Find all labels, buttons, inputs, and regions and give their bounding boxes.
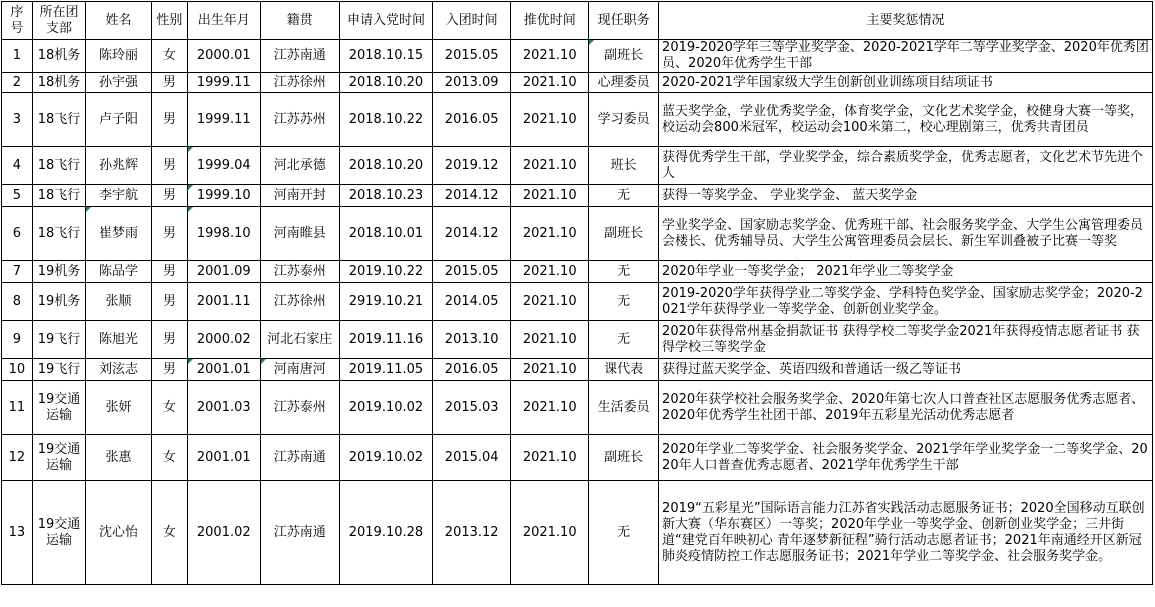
cell-sex: 女 (151, 381, 187, 435)
cell-native-place: 河北石家庄 (260, 321, 339, 359)
table-row (2, 40, 1153, 73)
cell-recommend-date: 2021.10 (511, 381, 589, 435)
cell-native-place: 河南睢县 (260, 207, 339, 261)
cell-birth: 2001.11 (187, 283, 260, 321)
cell-awards: 2019“五彩星光”国际语言能力江苏省实践活动志愿服务证书；2020全国移动互联创新大赛（华东赛区）一等奖；2020年学业一等奖学金、创新创业奖学金；三井街道“建党百年映初心 青年逐梦新征程”骑行活动志愿者证书；2021年南通经开区新冠肺炎疫情防控工作志愿服务证书；2021年学业二等奖学金、社会服务奖学金。 (659, 481, 1153, 585)
cell-name: 李宇航 (86, 185, 152, 207)
cell-join-date: 2014.12 (433, 185, 511, 207)
header-name: 姓名 (86, 2, 152, 40)
cell-no: 6 (2, 207, 33, 261)
header-apply-date: 申请入党时间 (339, 2, 432, 40)
cell-join-date: 2013.12 (433, 481, 511, 585)
cell-recommend-date: 2021.10 (511, 185, 589, 207)
cell-awards: 2019-2020学年三等学业奖学金、2020-2021学年二等学业奖学金、2020年优秀团员、2020年优秀学生干部 (659, 40, 1153, 73)
cell-no: 9 (2, 321, 33, 359)
cell-recommend-date: 2021.10 (511, 481, 589, 585)
cell-branch: 19交通运输 (32, 481, 85, 585)
cell-branch: 18飞行 (32, 207, 85, 261)
cell-native-place: 江苏苏州 (260, 93, 339, 147)
cell-native-place: 河南唐河 (260, 359, 339, 381)
cell-join-date: 2019.12 (433, 147, 511, 185)
cell-apply-date: 2019.10.02 (339, 435, 432, 481)
table-row (2, 359, 1153, 381)
cell-name: 陈旭光 (86, 321, 152, 359)
cell-join-date: 2016.05 (433, 93, 511, 147)
cell-no: 11 (2, 381, 33, 435)
cell-sex: 男 (151, 73, 187, 93)
cell-no: 2 (2, 73, 33, 93)
header-position: 现任职务 (589, 2, 659, 40)
cell-no: 1 (2, 40, 33, 73)
cell-awards: 2020-2021学年国家级大学生创新创业训练项目结项证书 (659, 73, 1153, 93)
cell-position: 生活委员 (589, 381, 659, 435)
cell-birth: 1999.04 (187, 147, 260, 185)
header-recommend-date: 推优时间 (511, 2, 589, 40)
cell-branch: 19飞行 (32, 321, 85, 359)
cell-birth: 2000.01 (187, 40, 260, 73)
cell-join-date: 2014.05 (433, 283, 511, 321)
cell-recommend-date: 2021.10 (511, 73, 589, 93)
cell-position: 无 (589, 283, 659, 321)
cell-native-place: 江苏南通 (260, 40, 339, 73)
cell-apply-date: 2019.10.22 (339, 261, 432, 283)
cell-position: 无 (589, 261, 659, 283)
cell-recommend-date: 2021.10 (511, 147, 589, 185)
cell-native-place: 江苏泰州 (260, 381, 339, 435)
header-sex: 性别 (151, 2, 187, 40)
cell-position: 课代表 (589, 359, 659, 381)
cell-birth: 2000.02 (187, 321, 260, 359)
cell-apply-date: 2019.10.28 (339, 481, 432, 585)
cell-join-date: 2015.04 (433, 435, 511, 481)
cell-name: 陈品学 (86, 261, 152, 283)
cell-no: 3 (2, 93, 33, 147)
cell-no: 7 (2, 261, 33, 283)
header-join-date: 入团时间 (433, 2, 511, 40)
cell-branch: 19机务 (32, 283, 85, 321)
cell-sex: 女 (151, 40, 187, 73)
cell-apply-date: 2019.10.02 (339, 381, 432, 435)
cell-sex: 男 (151, 207, 187, 261)
cell-native-place: 河南开封 (260, 185, 339, 207)
cell-recommend-date: 2021.10 (511, 261, 589, 283)
cell-name: 孙宇强 (86, 73, 152, 93)
cell-recommend-date: 2021.10 (511, 283, 589, 321)
cell-no: 13 (2, 481, 33, 585)
cell-awards: 2019-2020学年获得学业二等奖学金、学科特色奖学金、国家励志奖学金；2020-2021学年获得学业一等奖学金、创新创业奖学金。 (659, 283, 1153, 321)
cell-no: 4 (2, 147, 33, 185)
cell-native-place: 江苏南通 (260, 481, 339, 585)
cell-no: 12 (2, 435, 33, 481)
cell-branch: 18飞行 (32, 185, 85, 207)
header-branch: 所在团支部 (32, 2, 85, 40)
header-row (2, 2, 1153, 40)
cell-name: 张惠 (86, 435, 152, 481)
cell-birth: 2001.01 (187, 435, 260, 481)
table-row (2, 93, 1153, 147)
cell-name: 张顺 (86, 283, 152, 321)
cell-awards: 获得优秀学生干部，学业奖学金，综合素质奖学金，优秀志愿者，文化艺术节先进个人 (659, 147, 1153, 185)
cell-awards: 获得过蓝天奖学金、英语四级和普通话一级乙等证书 (659, 359, 1153, 381)
cell-apply-date: 2019.11.16 (339, 321, 432, 359)
cell-sex: 男 (151, 261, 187, 283)
header-birth: 出生年月 (187, 2, 260, 40)
cell-join-date: 2015.05 (433, 40, 511, 73)
cell-join-date: 2016.05 (433, 359, 511, 381)
cell-join-date: 2015.03 (433, 381, 511, 435)
cell-awards: 2020年获学校社会服务奖学金、2020年第七次人口普查社区志愿服务优秀志愿者、2020年优秀学生社团干部、2019年五彩星光活动优秀志愿者 (659, 381, 1153, 435)
cell-sex: 男 (151, 147, 187, 185)
cell-branch: 19飞行 (32, 359, 85, 381)
cell-birth: 1999.11 (187, 73, 260, 93)
cell-awards: 2020年学业二等奖学金、社会服务奖学金、2021学年学业奖学金一二等奖学金、2020年人口普查优秀志愿者、2021学年优秀学生干部 (659, 435, 1153, 481)
table-row (2, 481, 1153, 585)
member-table (1, 1, 1153, 585)
cell-apply-date: 2919.10.21 (339, 283, 432, 321)
cell-sex: 男 (151, 93, 187, 147)
cell-sex: 男 (151, 321, 187, 359)
cell-native-place: 江苏徐州 (260, 283, 339, 321)
cell-branch: 18飞行 (32, 93, 85, 147)
cell-sex: 女 (151, 435, 187, 481)
cell-branch: 18机务 (32, 40, 85, 73)
cell-position: 班长 (589, 147, 659, 185)
cell-birth: 2001.09 (187, 261, 260, 283)
cell-name: 刘泫志 (86, 359, 152, 381)
cell-awards: 学业奖学金、国家励志奖学金、优秀班干部、社会服务奖学金、大学生公寓管理委员会楼长、优秀辅导员、大学生公寓管理委员会层长、新生军训叠被子比赛一等奖 (659, 207, 1153, 261)
cell-no: 10 (2, 359, 33, 381)
cell-branch: 18机务 (32, 73, 85, 93)
cell-native-place: 河北承德 (260, 147, 339, 185)
cell-branch: 19机务 (32, 261, 85, 283)
cell-join-date: 2014.12 (433, 207, 511, 261)
cell-recommend-date: 2021.10 (511, 435, 589, 481)
cell-birth: 1999.11 (187, 93, 260, 147)
table-row (2, 261, 1153, 283)
cell-recommend-date: 2021.10 (511, 359, 589, 381)
table-row (2, 321, 1153, 359)
cell-birth: 2001.01 (187, 359, 260, 381)
cell-native-place: 江苏徐州 (260, 73, 339, 93)
cell-no: 5 (2, 185, 33, 207)
cell-awards: 2020年学业一等奖学金； 2021年学业二等奖学金 (659, 261, 1153, 283)
cell-awards: 获得一等奖学金、 学业奖学金、 蓝天奖学金 (659, 185, 1153, 207)
cell-native-place: 江苏泰州 (260, 261, 339, 283)
cell-native-place: 江苏南通 (260, 435, 339, 481)
table-row (2, 73, 1153, 93)
cell-sex: 男 (151, 185, 187, 207)
table-row (2, 185, 1153, 207)
header-awards: 主要奖惩情况 (659, 2, 1153, 40)
cell-name: 沈心怡 (86, 481, 152, 585)
cell-no: 8 (2, 283, 33, 321)
cell-join-date: 2015.05 (433, 261, 511, 283)
cell-birth: 1999.10 (187, 185, 260, 207)
cell-birth: 2001.03 (187, 381, 260, 435)
cell-apply-date: 2018.10.20 (339, 73, 432, 93)
cell-awards: 蓝天奖学金，学业优秀奖学金，体育奖学金，文化艺术奖学金，校健身大赛一等奖，校运动会800米冠军，校运动会100米第二，校心理剧第三，优秀共青团员 (659, 93, 1153, 147)
cell-sex: 男 (151, 359, 187, 381)
header-native-place: 籍贯 (260, 2, 339, 40)
cell-recommend-date: 2021.10 (511, 207, 589, 261)
cell-sex: 女 (151, 481, 187, 585)
table-row (2, 207, 1153, 261)
cell-name: 张妍 (86, 381, 152, 435)
cell-recommend-date: 2021.10 (511, 40, 589, 73)
cell-apply-date: 2018.10.22 (339, 93, 432, 147)
table-row (2, 435, 1153, 481)
cell-position: 副班长 (589, 207, 659, 261)
cell-apply-date: 2018.10.23 (339, 185, 432, 207)
cell-position: 无 (589, 321, 659, 359)
cell-join-date: 2013.09 (433, 73, 511, 93)
cell-apply-date: 2019.11.05 (339, 359, 432, 381)
cell-name: 卢子阳 (86, 93, 152, 147)
table-row (2, 283, 1153, 321)
cell-position: 副班长 (589, 40, 659, 73)
cell-position: 心理委员 (589, 73, 659, 93)
cell-branch: 19交通运输 (32, 381, 85, 435)
cell-branch: 18飞行 (32, 147, 85, 185)
cell-join-date: 2013.10 (433, 321, 511, 359)
cell-apply-date: 2018.10.01 (339, 207, 432, 261)
cell-apply-date: 2018.10.20 (339, 147, 432, 185)
cell-name: 崔梦雨 (86, 207, 152, 261)
header-no: 序号 (2, 2, 33, 40)
cell-birth: 1998.10 (187, 207, 260, 261)
table-row (2, 147, 1153, 185)
cell-recommend-date: 2021.10 (511, 321, 589, 359)
cell-position: 学习委员 (589, 93, 659, 147)
cell-birth: 2001.02 (187, 481, 260, 585)
cell-apply-date: 2018.10.15 (339, 40, 432, 73)
cell-branch: 19交通运输 (32, 435, 85, 481)
cell-position: 无 (589, 185, 659, 207)
table-row (2, 381, 1153, 435)
cell-position: 无 (589, 481, 659, 585)
cell-awards: 2020年获得常州基金捐款证书 获得学校二等奖学金2021年获得疫情志愿者证书 获得学校三等奖学金 (659, 321, 1153, 359)
cell-position: 副班长 (589, 435, 659, 481)
cell-sex: 男 (151, 283, 187, 321)
cell-name: 孙兆辉 (86, 147, 152, 185)
cell-name: 陈玲丽 (86, 40, 152, 73)
cell-recommend-date: 2021.10 (511, 93, 589, 147)
